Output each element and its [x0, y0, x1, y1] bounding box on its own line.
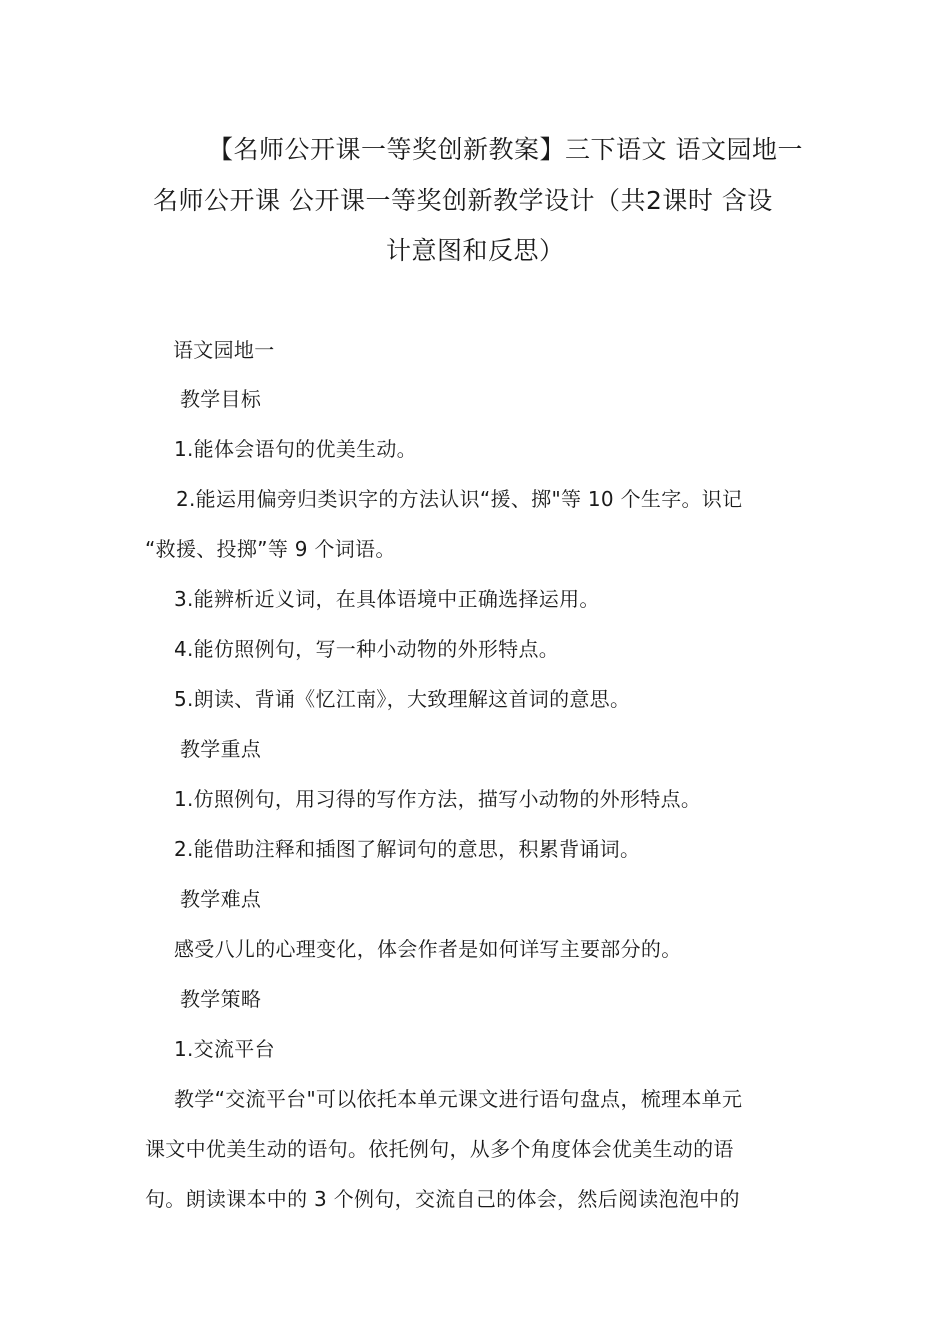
- goal-item-3: 3.能辨析近义词，在具体语境中正确选择运用。: [174, 587, 600, 611]
- title-line-3: 计意图和反思）: [386, 236, 565, 265]
- heading-difficulties: 教学难点: [180, 887, 262, 911]
- heading-strategies: 教学策略: [180, 987, 262, 1011]
- strategy-paragraph-line-3: 句。朗读课本中的 3 个例句，交流自己的体会，然后阅读泡泡中的: [145, 1187, 740, 1211]
- goal-item-1: 1.能体会语句的优美生动。: [174, 437, 417, 461]
- goal-item-2-continued: “救援、投掷”等 9 个词语。: [145, 537, 396, 561]
- key-point-1: 1.仿照例句，用习得的写作方法，描写小动物的外形特点。: [174, 787, 702, 811]
- section-title: 语文园地一: [173, 338, 275, 362]
- goal-item-4: 4.能仿照例句，写一种小动物的外形特点。: [174, 637, 560, 661]
- title-line-1: 【名师公开课一等奖创新教案】三下语文 语文园地一: [208, 135, 803, 164]
- strategy-paragraph-line-1: 教学“交流平台"可以依托本单元课文进行语句盘点，梳理本单元: [174, 1087, 743, 1111]
- key-point-2: 2.能借助注释和插图了解词句的意思，积累背诵词。: [174, 837, 641, 861]
- strategy-paragraph-line-2: 课文中优美生动的语句。依托例句，从多个角度体会优美生动的语: [145, 1137, 734, 1161]
- heading-teaching-goals: 教学目标: [180, 387, 262, 411]
- goal-item-2: 2.能运用偏旁归类识字的方法认识“援、掷"等 10 个生字。识记: [176, 487, 743, 511]
- title-line-2: 名师公开课 公开课一等奖创新教学设计（共2课时 含设: [153, 186, 773, 215]
- difficulty-text: 感受八儿的心理变化，体会作者是如何详写主要部分的。: [174, 937, 682, 961]
- goal-item-5: 5.朗读、背诵《忆江南》，大致理解这首词的意思。: [174, 687, 631, 711]
- strategy-item-1: 1.交流平台: [174, 1037, 275, 1061]
- heading-key-points: 教学重点: [180, 737, 262, 761]
